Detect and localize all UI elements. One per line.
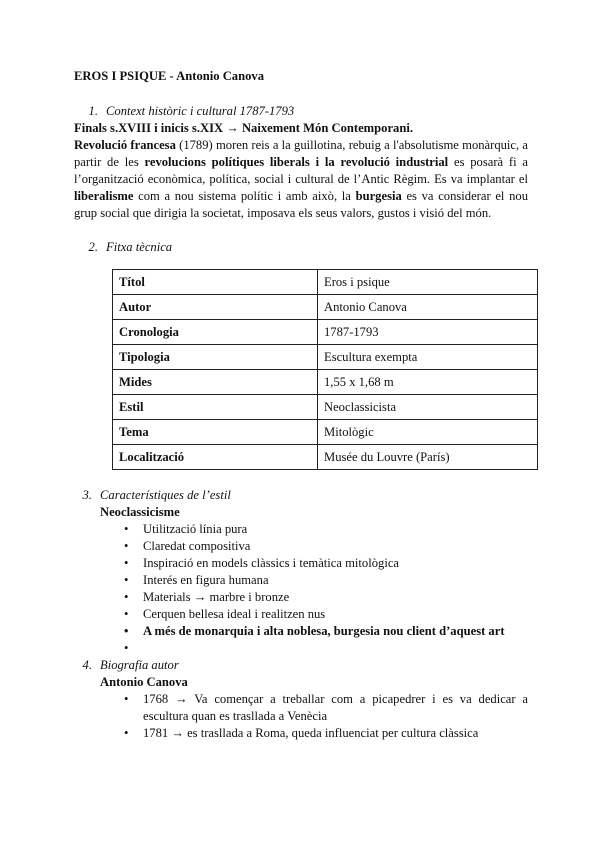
p-run: com a nou sistema polític i amb això, la	[133, 189, 356, 203]
table-key: Localització	[113, 445, 318, 470]
table-row	[113, 395, 538, 420]
table-row	[113, 270, 538, 295]
list-item: • Utilització línia pura	[74, 521, 528, 538]
table-key: Cronologia	[113, 320, 318, 345]
table-value: Musée du Louvre (París)	[318, 445, 538, 470]
section-2-label: Fitxa tècnica	[106, 240, 173, 254]
p-run: es posarà fi a l’organització econòmica, política, social i cultural de l’Antic Règim. Es va implantar el	[74, 155, 528, 186]
section-1-number: 1.	[88, 104, 98, 118]
section-2-heading	[80, 239, 528, 256]
style-features-list	[74, 521, 528, 657]
section-4-heading	[74, 657, 528, 674]
table-key: Tema	[113, 420, 318, 445]
table-row	[113, 345, 538, 370]
table-row	[113, 320, 538, 345]
table-key: Mides	[113, 370, 318, 395]
section-4-subhead: Antonio Canova	[100, 675, 188, 689]
p-run: revolucions polítiques liberals i la revolució industrial	[144, 155, 449, 169]
section-1-subhead: Finals s.XVIII i inicis s.XIX → Naixement Món Contemporani.	[74, 121, 413, 135]
section-3-label: Característiques de l’estil	[100, 488, 231, 502]
table-value: Mitològic	[318, 420, 538, 445]
technical-sheet-table	[112, 269, 538, 470]
list-item: • 1781 → es trasllada a Roma, queda influenciat per cultura clàssica	[74, 725, 528, 742]
table-key: Estil	[113, 395, 318, 420]
table-row	[113, 445, 538, 470]
table-row	[113, 295, 538, 320]
biography-list	[74, 691, 528, 742]
section-1-paragraph	[74, 137, 528, 222]
table-value: Neoclassicista	[318, 395, 538, 420]
table-value: Eros i psique	[318, 270, 538, 295]
p-run: Revolució francesa	[74, 138, 176, 152]
section-2-number: 2.	[88, 240, 98, 254]
section-4-label: Biografia autor	[100, 658, 179, 672]
table-key: Tipologia	[113, 345, 318, 370]
table-value: 1787-1793	[318, 320, 538, 345]
table-value: 1,55 x 1,68 m	[318, 370, 538, 395]
table-row	[113, 370, 538, 395]
list-item: • Claredat compositiva	[74, 538, 528, 555]
section-1-label: Context històric i cultural 1787-1793	[106, 104, 295, 118]
list-item: • Inspiració en models clàssics i temàtica mitològica	[74, 555, 528, 572]
section-3-subhead: Neoclassicisme	[100, 505, 180, 519]
p-run: es va considerar el nou grup social que dirigia la societat, imposava els seus valors, gustos i visió del món.	[74, 189, 529, 220]
document-page	[74, 68, 528, 742]
list-item: • Cerquen bellesa ideal i realitzen nus	[74, 606, 528, 623]
table-key: Títol	[113, 270, 318, 295]
document-title: EROS I PSIQUE - Antonio Canova	[74, 69, 265, 83]
section-3-heading	[74, 487, 528, 504]
table-value: Escultura exempta	[318, 345, 538, 370]
table-value: Antonio Canova	[318, 295, 538, 320]
list-item	[74, 640, 528, 657]
list-item: • Materials → marbre i bronze	[74, 589, 528, 606]
list-item: • 1768 → Va començar a treballar com a picapedrer i es va dedicar a escultura quan es trasllada a Venècia	[74, 691, 528, 725]
list-item: • Interés en figura humana	[74, 572, 528, 589]
p-run: burgesia	[355, 189, 402, 203]
section-4-number: 4.	[82, 658, 92, 672]
p-run: liberalisme	[74, 189, 134, 203]
table-key: Autor	[113, 295, 318, 320]
section-1-heading	[80, 103, 528, 120]
list-item: • A més de monarquia i alta noblesa, burgesia nou client d’aquest art	[74, 623, 528, 640]
p-run: (1789) moren reis a la guillotina, rebuig a l'absolutisme monàrquic, a partir de les	[74, 138, 529, 169]
table-row	[113, 420, 538, 445]
section-3-number: 3.	[82, 488, 92, 502]
